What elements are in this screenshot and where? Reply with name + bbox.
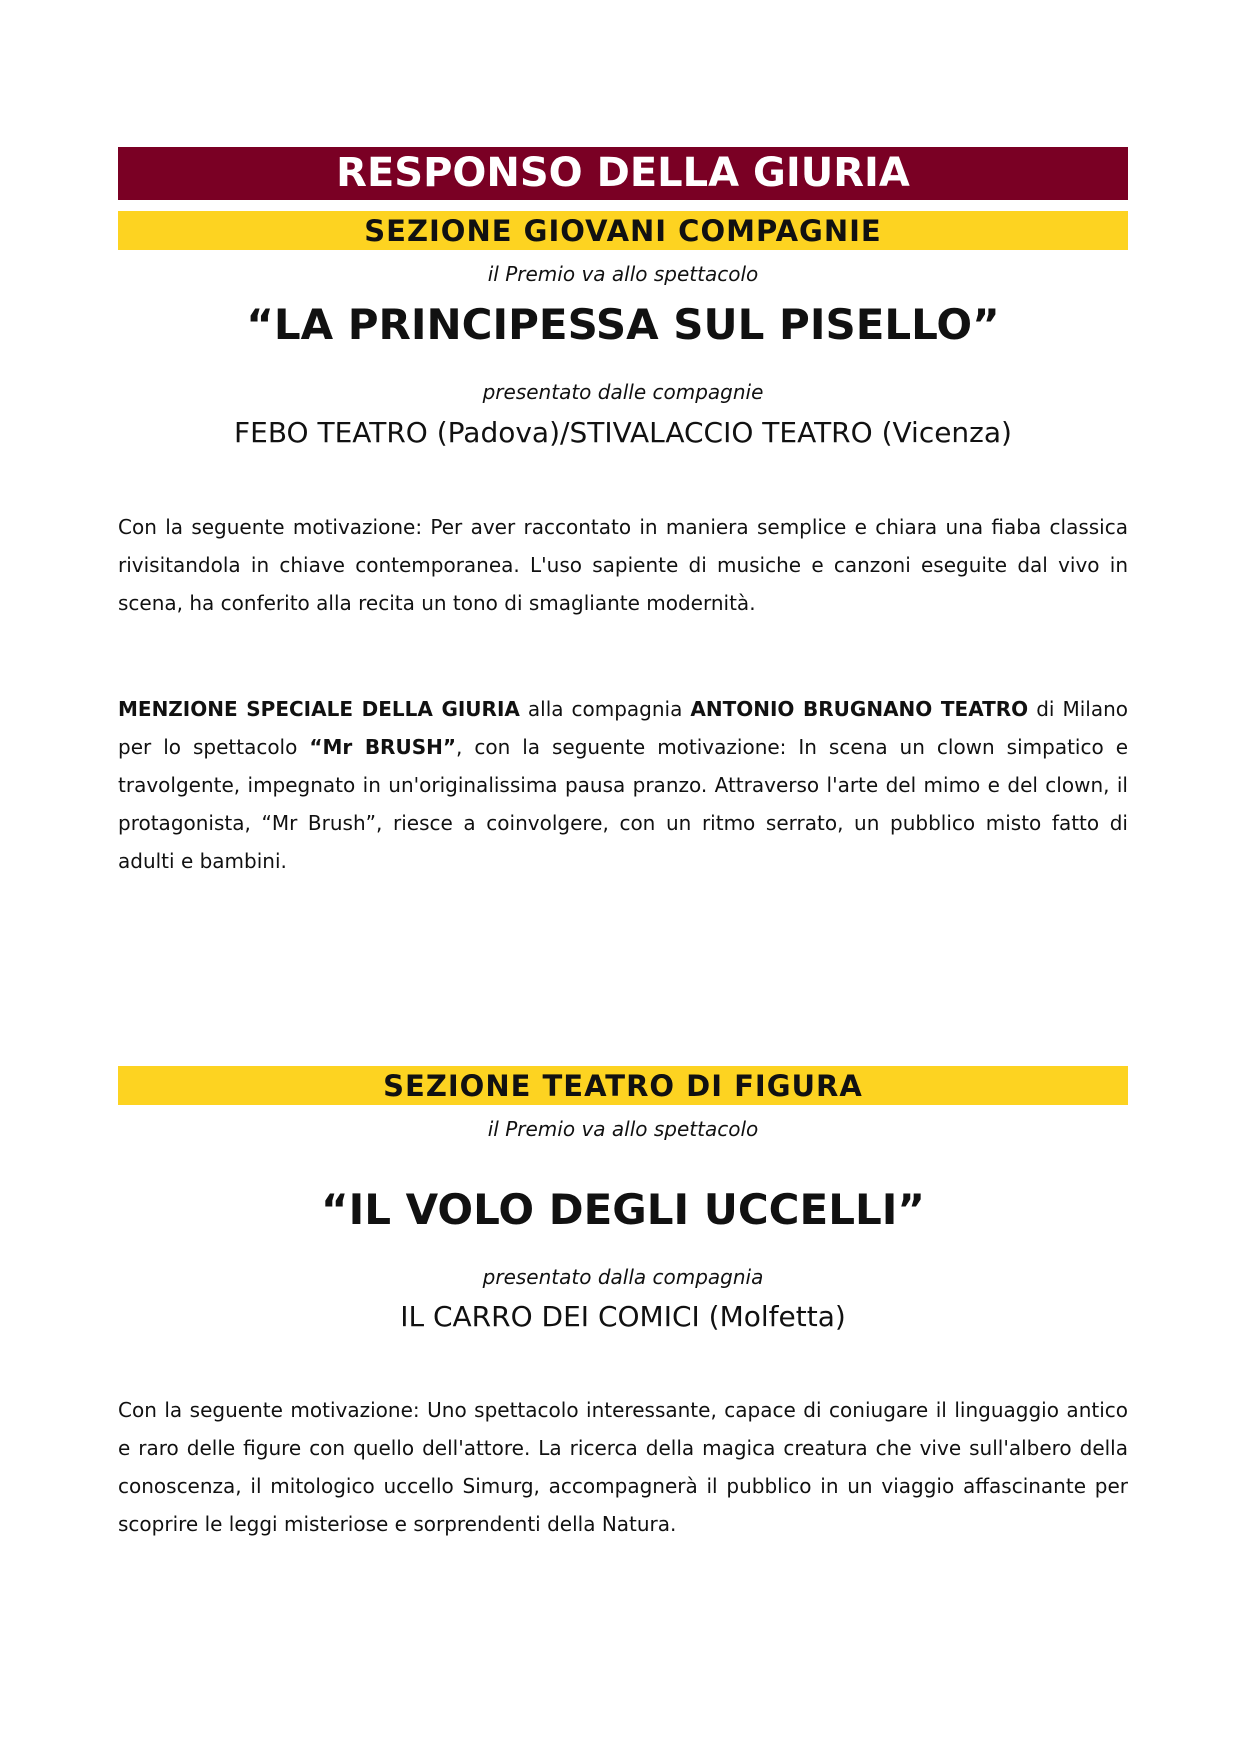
award-intro: il Premio va allo spettacolo <box>487 262 759 286</box>
section-young-companies-heading: SEZIONE GIOVANI COMPAGNIE <box>118 211 1128 250</box>
show-title: “IL VOLO DEGLI UCCELLI” <box>321 1185 925 1234</box>
company-names: FEBO TEATRO (Padova)/STIVALACCIO TEATRO (Vicenza) <box>234 416 1012 449</box>
mention-company: ANTONIO BRUGNANO TEATRO <box>690 697 1029 721</box>
section-figure-theatre-heading: SEZIONE TEATRO DI FIGURA <box>118 1066 1128 1105</box>
special-mention-paragraph <box>118 690 1128 880</box>
presented-by-label: presentato dalla compagnia <box>482 1265 764 1289</box>
presented-by-label: presentato dalle compagnie <box>482 380 764 404</box>
mention-text: di Milano per lo spettacolo <box>118 697 1128 759</box>
motivation-paragraph: Con la seguente motivazione: Per aver raccontato in maniera semplice e chiara una fiaba classica rivisitandola in chiave contemporanea. L'uso sapiente di musiche e canzoni eseguite dal vivo in scena, ha conferito alla recita un tono di smagliante modernità. <box>118 515 1128 615</box>
special-mention-label: MENZIONE SPECIALE DELLA GIURIA <box>118 697 520 721</box>
mention-show: “Mr BRUSH” <box>309 735 456 759</box>
jury-response-banner: RESPONSO DELLA GIURIA <box>118 147 1128 200</box>
show-title: “LA PRINCIPESSA SUL PISELLO” <box>246 300 1000 349</box>
motivation-paragraph: Con la seguente motivazione: Uno spettacolo interessante, capace di coniugare il linguaggio antico e raro delle figure con quello dell'attore. La ricerca della magica creatura che vive sull'albero della conoscenza, il mitologico uccello Simurg, accompagnerà il pubblico in un viaggio affascinante per scoprire le leggi misteriose e sorprendenti della Natura. <box>118 1398 1128 1536</box>
award-intro: il Premio va allo spettacolo <box>487 1117 759 1141</box>
mention-text: alla compagnia <box>519 697 691 721</box>
company-name: IL CARRO DEI COMICI (Molfetta) <box>400 1300 846 1333</box>
mention-text: , con la seguente motivazione: In scena un clown simpatico e travolgente, impegnato in un'originalissima pausa pranzo. Attraverso l'arte del mimo e del clown, il protagonista, “Mr Brush”, riesce a coinvolgere, con un ritmo serrato, un pubblico misto fatto di adulti e bambini. <box>118 735 1129 873</box>
